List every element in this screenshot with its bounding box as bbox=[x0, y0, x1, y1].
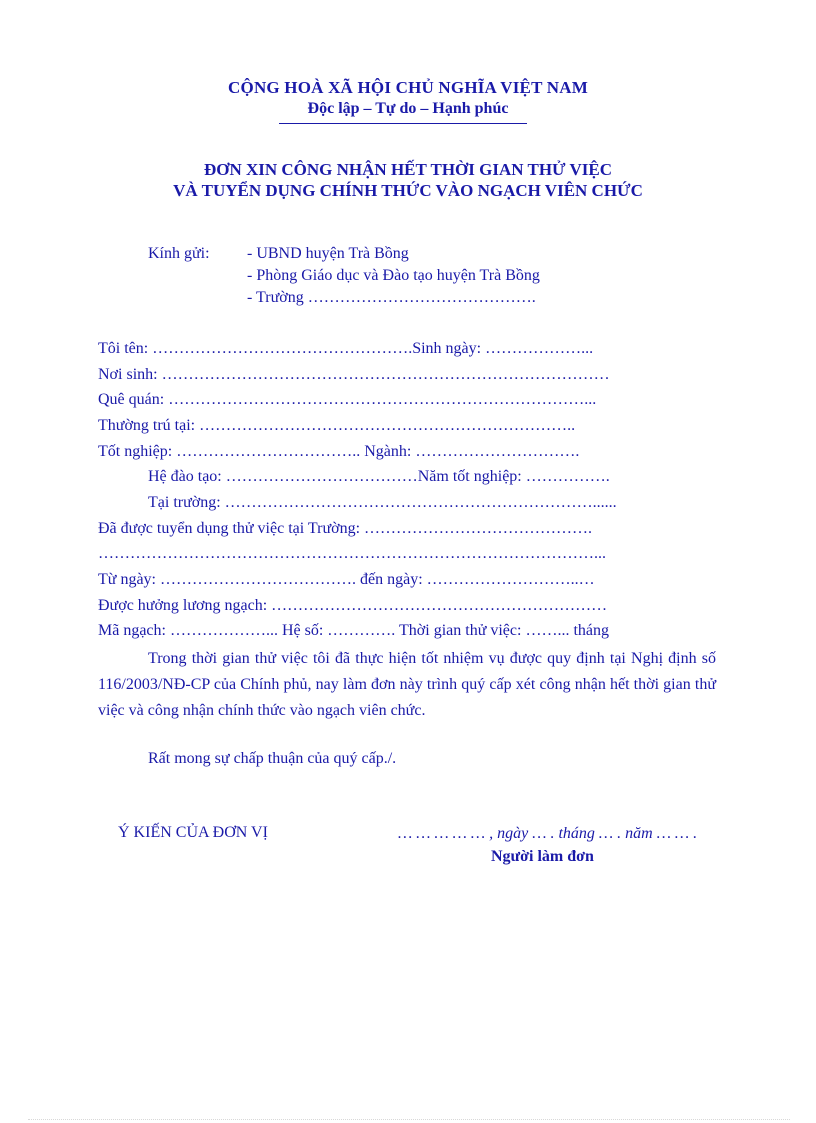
field-salary-rank: Được hưởng lương ngạch: ……………………………………………………… bbox=[98, 597, 608, 614]
motto: Độc lập – Tự do – Hạnh phúc bbox=[307, 100, 509, 117]
body-paragraph: Trong thời gian thử việc tôi đã thực hiện tốt nhiệm vụ được quy định tại Nghị định số 116/2003/NĐ-CP của Chính phủ, nay làm đơn này trình quý cấp xét công nhận hết thời gian thử việc và công nhận chính thức vào ngạch viên chức. bbox=[98, 650, 716, 719]
unit-opinion-label: Ý KIẾN CỦA ĐƠN VỊ bbox=[118, 824, 268, 841]
field-period: Từ ngày: ………………………………. đến ngày: ………………………..… bbox=[98, 571, 595, 588]
field-school: Tại trường: ……………………………………………………………...... bbox=[148, 494, 617, 511]
field-recruited: Đã được tuyển dụng thử việc tại Trường: ……………………………………. bbox=[98, 520, 593, 537]
country-header: CỘNG HOÀ XÃ HỘI CHỦ NGHĨA VIỆT NAM bbox=[228, 78, 588, 97]
page-bottom-divider bbox=[28, 1119, 790, 1120]
date-line: … … … … … , ngày … . tháng … . năm … … . bbox=[398, 825, 698, 842]
field-birthplace: Nơi sinh: ………………………………………………………………………… bbox=[98, 366, 610, 383]
applicant-label: Người làm đơn bbox=[491, 848, 594, 865]
field-graduated: Tốt nghiệp: …………………………….. Ngành: …………………………. bbox=[98, 443, 580, 460]
field-hometown: Quê quán: ……………………………………………………………………... bbox=[98, 391, 597, 408]
field-recruited-continued: …………………………………………………………………………………... bbox=[98, 545, 606, 562]
document-title-line2: VÀ TUYỂN DỤNG CHÍNH THỨC VÀO NGẠCH VIÊN CHỨC bbox=[173, 181, 643, 200]
field-training: Hệ đào tạo: ………………………………Năm tốt nghiệp: ……………. bbox=[148, 468, 610, 485]
recipients-label: Kính gửi: bbox=[148, 245, 210, 262]
field-rank-code: Mã ngạch: ………………... Hệ số: …………. Thời gian thử việc: ……... tháng bbox=[98, 622, 609, 639]
recipient-district: - UBND huyện Trà Bồng bbox=[247, 245, 409, 262]
motto-underline bbox=[279, 123, 527, 124]
recipient-school: - Trường ……………………………………. bbox=[247, 289, 536, 306]
field-residence: Thường trú tại: …………………………………………………………….. bbox=[98, 417, 576, 434]
field-name-birthdate: Tôi tên: ………………………………………….Sinh ngày: ………………... bbox=[98, 340, 594, 357]
closing-line: Rất mong sự chấp thuận của quý cấp./. bbox=[148, 750, 397, 767]
recipient-education-office: - Phòng Giáo dục và Đào tạo huyện Trà Bồng bbox=[247, 267, 540, 284]
document-title-line1: ĐƠN XIN CÔNG NHẬN HẾT THỜI GIAN THỬ VIỆC bbox=[203, 160, 613, 179]
